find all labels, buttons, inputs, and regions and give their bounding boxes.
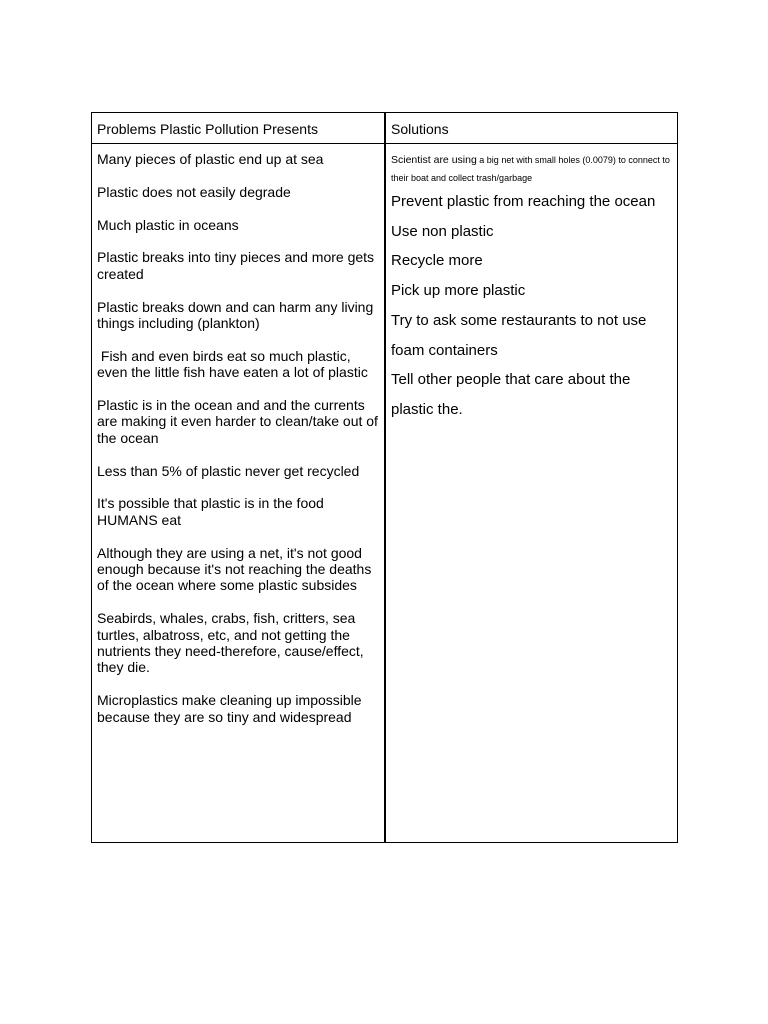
problem-item: Plastic is in the ocean and and the currents are making it even harder to clean/take out of the ocean <box>97 397 378 446</box>
solution-item: Recycle more <box>391 252 483 270</box>
problem-item: Less than 5% of plastic never get recycled <box>97 462 360 479</box>
solutions-header: Solutions <box>391 121 449 137</box>
problem-item: Many pieces of plastic end up at sea <box>97 151 324 167</box>
problem-item: Plastic does not easily degrade <box>97 183 291 200</box>
problem-item: Fish and even birds eat so much plastic, even the little fish have eaten a lot of plastic <box>97 347 368 381</box>
solution-item: Try to ask some restaurants to not use foam containers <box>391 311 647 359</box>
solutions-list <box>391 187 671 425</box>
header-divider <box>92 143 677 144</box>
note-rest: a big net with small holes (0.0079) to connect to their boat and collect trash/garbage <box>391 155 670 183</box>
solution-item: Use non plastic <box>391 222 494 240</box>
problems-header: Problems Plastic Pollution Presents <box>97 121 318 137</box>
solution-item: Prevent plastic from reaching the ocean <box>391 193 656 210</box>
solutions-column <box>391 151 671 425</box>
solution-item: Tell other people that care about the plastic the. <box>391 371 631 418</box>
problems-solutions-table <box>91 112 678 843</box>
problem-item: Plastic breaks down and can harm any living things including (plankton) <box>97 298 374 331</box>
problem-item: It's possible that plastic is in the food HUMANS eat <box>97 495 324 528</box>
note-lead: Scientist are using <box>391 154 477 166</box>
problem-item: Much plastic in oceans <box>97 216 239 233</box>
solution-item: Pick up more plastic <box>391 282 526 300</box>
column-divider <box>384 113 386 842</box>
problems-column <box>97 151 379 741</box>
problem-item: Microplastics make cleaning up impossible because they are so tiny and widespread <box>97 692 362 725</box>
scientist-net-note <box>391 151 671 187</box>
problem-item: Plastic breaks into tiny pieces and more gets created <box>97 249 375 282</box>
problem-item: Seabirds, whales, crabs, fish, critters, sea turtles, albatross, etc, and not getting the nutrients they need-therefore, cause/effect, they die. <box>97 610 364 676</box>
problem-item: Although they are using a net, it's not good enough because it's not reaching the deaths of the ocean where some plastic subsides <box>97 544 372 594</box>
